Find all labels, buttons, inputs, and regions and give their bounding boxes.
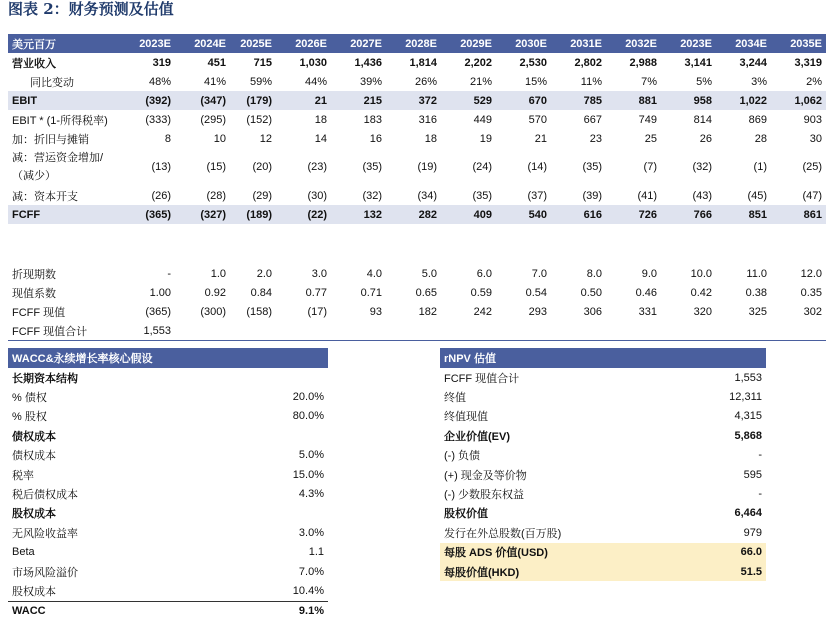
- table-cell: (32): [692, 161, 712, 173]
- table-row: [8, 148, 826, 186]
- header-cell: 2024E: [175, 34, 230, 53]
- table-row: [440, 465, 766, 484]
- table-row: [8, 562, 328, 581]
- table-cell: 1,030: [299, 56, 327, 69]
- table-cell: (179): [230, 91, 276, 110]
- table-row: [8, 53, 826, 72]
- row-label: % 债权: [12, 392, 47, 405]
- table-cell: (47): [802, 189, 822, 202]
- table-cell: (365): [145, 305, 171, 318]
- table-cell: 409: [441, 205, 496, 224]
- table-row: [440, 484, 766, 503]
- table-cell: 869: [748, 113, 767, 126]
- table-header-row: [8, 348, 328, 368]
- table-cell: 0.35: [800, 286, 822, 299]
- table-cell: (300): [200, 305, 226, 318]
- table-cell: 18: [314, 113, 327, 126]
- table-cell: 2,202: [464, 56, 492, 69]
- table-cell: 331: [638, 305, 657, 318]
- table-cell: 10.4%: [292, 584, 324, 597]
- header-cell: 2030E: [496, 34, 551, 53]
- table-cell: -: [167, 267, 171, 280]
- table-cell: (19): [417, 161, 437, 173]
- row-label: FCFF 现值: [12, 306, 66, 319]
- table-cell: (35): [582, 161, 602, 173]
- table-row: [8, 91, 826, 110]
- table-cell: 6.0: [476, 267, 492, 280]
- table-cell: (22): [276, 205, 331, 224]
- table-cell: 23: [589, 132, 602, 145]
- table-cell: 182: [418, 305, 437, 318]
- table-cell: 529: [441, 91, 496, 110]
- table-row: [8, 129, 826, 148]
- table-cell: 15.0%: [292, 468, 324, 481]
- table-cell: 4,315: [734, 410, 762, 423]
- table-cell: 1,436: [354, 56, 382, 69]
- table-cell: 5,868: [734, 429, 762, 442]
- row-label: 税后债权成本: [12, 489, 78, 502]
- spacer-row: [8, 224, 826, 244]
- row-label: Beta: [12, 546, 35, 559]
- table-row: [440, 446, 766, 465]
- table-cell: (392): [120, 91, 175, 110]
- table-cell: 14: [314, 132, 327, 145]
- table-cell: 1,062: [771, 91, 826, 110]
- header-cell: 2031E: [551, 34, 606, 53]
- wacc-assumptions-table: [8, 348, 328, 621]
- table-cell: (32): [362, 189, 382, 202]
- table-cell: (15): [206, 161, 226, 173]
- table-cell: (333): [145, 113, 171, 126]
- header-cell: 2035E: [771, 34, 826, 53]
- row-label: 每股价值(HKD): [440, 562, 676, 581]
- table-cell: (7): [643, 161, 657, 173]
- table-cell: 325: [748, 305, 767, 318]
- table-cell: (14): [527, 161, 547, 173]
- table-row: [8, 186, 826, 205]
- table-cell: 16: [369, 132, 382, 145]
- row-label: 企业价值(EV): [444, 430, 510, 443]
- table-row: [8, 426, 328, 445]
- table-row: [8, 504, 328, 523]
- table-cell: 1.0: [210, 267, 226, 280]
- table-row: [8, 484, 328, 503]
- table-cell: 51.5: [676, 562, 766, 581]
- table-cell: 66.0: [676, 543, 766, 562]
- table-cell: 39%: [359, 75, 382, 88]
- table-cell: 282: [386, 205, 441, 224]
- table-cell: (35): [362, 161, 382, 173]
- table-row: [440, 387, 766, 406]
- table-row: [440, 543, 766, 562]
- table-cell: 18: [424, 132, 437, 145]
- table-cell: 316: [418, 113, 437, 126]
- table-row: [440, 368, 766, 387]
- table-cell: (26): [151, 189, 171, 202]
- table-cell: 5%: [696, 75, 712, 88]
- table-cell: 1,553: [734, 371, 762, 384]
- table-cell: 0.77: [305, 286, 327, 299]
- table-row: [8, 601, 328, 621]
- table-cell: 0.71: [360, 286, 382, 299]
- row-label: 每股 ADS 价值(USD): [440, 543, 676, 562]
- table-cell: (37): [527, 189, 547, 202]
- table-cell: 48%: [148, 75, 171, 88]
- table-row: [8, 110, 826, 129]
- table-cell: (20): [252, 161, 272, 173]
- table-cell: 715: [253, 56, 272, 69]
- table-cell: 0.84: [250, 286, 272, 299]
- table-cell: 19: [479, 132, 492, 145]
- table-cell: 6,464: [734, 507, 762, 520]
- table-cell: 20.0%: [292, 391, 324, 404]
- table-cell: 0.65: [415, 286, 437, 299]
- row-label: 发行在外总股数(百万股): [444, 527, 562, 540]
- table-cell: 570: [528, 113, 547, 126]
- table-cell: 9.0: [641, 267, 657, 280]
- header-cell: 2029E: [441, 34, 496, 53]
- table-header-row: [440, 348, 766, 368]
- table-cell: 15%: [524, 75, 547, 88]
- row-label: 股权成本: [12, 508, 56, 521]
- row-label: 股权价值: [444, 508, 488, 521]
- table-cell: 12,311: [729, 391, 762, 404]
- table-cell: 851: [716, 205, 771, 224]
- table-cell: 861: [771, 205, 826, 224]
- table-cell: -: [758, 449, 762, 462]
- figure-title: 图表 2：财务预测及估值: [8, 0, 174, 18]
- table-cell: 10.0: [690, 267, 712, 280]
- row-label: 折现期数: [12, 268, 56, 281]
- table-cell: (295): [200, 113, 226, 126]
- table-row: [8, 523, 328, 542]
- table-cell: 2.0: [256, 267, 272, 280]
- table-row: [440, 504, 766, 523]
- table-cell: (45): [747, 189, 767, 202]
- table-cell: 540: [496, 205, 551, 224]
- table-cell: 1.00: [149, 286, 171, 299]
- table-cell: 8: [164, 132, 171, 145]
- table-cell: 4.3%: [298, 488, 324, 501]
- table-row: [8, 72, 826, 91]
- table-cell: [238, 504, 328, 523]
- row-label: % 股权: [12, 411, 47, 424]
- row-label: 无风险收益率: [12, 527, 78, 540]
- table-cell: (365): [120, 205, 175, 224]
- table-cell: 667: [583, 113, 602, 126]
- row-label: 现值系数: [12, 287, 56, 300]
- table-cell: (29): [252, 189, 272, 202]
- row-label: 同比变动: [30, 76, 74, 89]
- table-cell: 4.0: [366, 267, 382, 280]
- financial-forecast-table: [8, 34, 826, 341]
- table-cell: 785: [551, 91, 606, 110]
- header-cell: 2023E: [661, 34, 716, 53]
- spacer-row: [8, 244, 826, 264]
- table-cell: 9.1%: [238, 601, 328, 621]
- row-label: 减：资本开支: [12, 190, 78, 203]
- table-cell: 3,244: [739, 56, 767, 69]
- table-cell: 7.0%: [298, 565, 324, 578]
- row-label: FCFF: [8, 205, 120, 224]
- table-cell: -: [758, 488, 762, 501]
- table-cell: 21%: [469, 75, 492, 88]
- table-cell: (189): [230, 205, 276, 224]
- table-row: [440, 426, 766, 445]
- table-cell: (23): [307, 161, 327, 173]
- table-cell: (152): [246, 113, 272, 126]
- table-cell: 1,553: [120, 321, 175, 341]
- table-cell: 2,530: [519, 56, 547, 69]
- table-cell: 302: [803, 305, 822, 318]
- table-cell: 25: [644, 132, 657, 145]
- table-cell: 903: [803, 113, 822, 126]
- table-cell: 670: [496, 91, 551, 110]
- table-row: [8, 387, 328, 406]
- table-cell: 0.92: [204, 286, 226, 299]
- table-row: [8, 446, 328, 465]
- table-cell: [238, 368, 328, 387]
- table-cell: 2%: [806, 75, 822, 88]
- table-cell: [238, 426, 328, 445]
- table-cell: (34): [417, 189, 437, 202]
- table-cell: (327): [175, 205, 230, 224]
- rnpv-valuation-table: [440, 348, 766, 581]
- table-cell: 293: [528, 305, 547, 318]
- row-label: (-) 负债: [444, 450, 481, 463]
- row-label: WACC: [8, 601, 238, 621]
- table-row: [8, 205, 826, 224]
- table-row: [440, 523, 766, 542]
- table-cell: (30): [307, 189, 327, 202]
- header-cell: 2027E: [331, 34, 386, 53]
- table-cell: 215: [331, 91, 386, 110]
- row-label: EBIT * (1-所得税率): [12, 114, 108, 127]
- table-cell: 616: [551, 205, 606, 224]
- table-cell: 449: [473, 113, 492, 126]
- row-label: 税率: [12, 469, 34, 482]
- row-label: (+) 现金及等价物: [444, 469, 527, 482]
- header-cell: 美元百万: [8, 34, 120, 53]
- row-label: 终值: [444, 392, 466, 405]
- table-cell: 0.50: [580, 286, 602, 299]
- table-cell: 183: [363, 113, 382, 126]
- table-cell: 132: [331, 205, 386, 224]
- table-cell: 749: [638, 113, 657, 126]
- table-cell: 0.54: [525, 286, 547, 299]
- table-cell: 320: [693, 305, 712, 318]
- table-cell: 2,988: [629, 56, 657, 69]
- table-header-row: [8, 34, 826, 53]
- table-cell: 958: [661, 91, 716, 110]
- table-cell: 0.46: [635, 286, 657, 299]
- table-row: [8, 543, 328, 562]
- table-cell: 3,319: [794, 56, 822, 69]
- header-cell: 2034E: [716, 34, 771, 53]
- table-cell: 0.42: [690, 286, 712, 299]
- table-cell: 1.1: [308, 546, 324, 559]
- table-cell: (158): [246, 305, 272, 318]
- table-cell: 242: [473, 305, 492, 318]
- table-cell: 44%: [304, 75, 327, 88]
- table-row: [440, 407, 766, 426]
- table-cell: 5.0%: [298, 449, 324, 462]
- table-row: [8, 407, 328, 426]
- table-cell: 0.59: [470, 286, 492, 299]
- table-cell: 10: [213, 132, 226, 145]
- table-cell: 881: [606, 91, 661, 110]
- table-cell: (39): [582, 189, 602, 202]
- table-cell: 12.0: [800, 267, 822, 280]
- table-cell: 80.0%: [292, 410, 324, 423]
- table-cell: 319: [152, 56, 171, 69]
- table-cell: (35): [472, 189, 492, 202]
- header-cell: 2026E: [276, 34, 331, 53]
- row-label: 营业收入: [12, 57, 56, 70]
- table-row: [8, 465, 328, 484]
- table-cell: 1,022: [716, 91, 771, 110]
- table-row: [8, 581, 328, 601]
- table-cell: 11%: [580, 75, 602, 88]
- table-cell: 1,814: [409, 56, 437, 69]
- table-cell: (25): [802, 161, 822, 173]
- row-label: EBIT: [8, 91, 120, 110]
- row-label: 市场风险溢价: [12, 566, 78, 579]
- table-cell: 372: [386, 91, 441, 110]
- table-cell: 979: [743, 526, 762, 539]
- table-cell: (24): [472, 161, 492, 173]
- table-cell: 30: [809, 132, 822, 145]
- row-label: 债权成本: [12, 430, 56, 443]
- table-row: [8, 302, 826, 321]
- row-label: 债权成本: [12, 450, 56, 463]
- table-cell: 5.0: [421, 267, 437, 280]
- table-cell: 7.0: [531, 267, 547, 280]
- row-label: 终值现值: [444, 411, 488, 424]
- table-cell: (41): [637, 189, 657, 202]
- table-cell: (1): [753, 161, 767, 173]
- header-cell: 2025E: [230, 34, 276, 53]
- row-label: (-) 少数股东权益: [444, 489, 525, 502]
- rnpv-table-title: rNPV 估值: [440, 348, 766, 368]
- table-cell: (17): [307, 305, 327, 318]
- table-cell: 7%: [641, 75, 657, 88]
- table-cell: 41%: [203, 75, 226, 88]
- table-cell: 3,141: [684, 56, 712, 69]
- table-cell: 451: [207, 56, 226, 69]
- table-row: [8, 321, 826, 341]
- table-cell: 12: [259, 132, 272, 145]
- table-cell: 3.0: [311, 267, 327, 280]
- table-cell: 0.38: [745, 286, 767, 299]
- table-cell: 93: [369, 305, 382, 318]
- header-cell: 2028E: [386, 34, 441, 53]
- row-label: 减：营运资金增加/（减少）: [12, 152, 104, 182]
- table-cell: 2,802: [574, 56, 602, 69]
- header-cell: 2032E: [606, 34, 661, 53]
- table-cell: 814: [693, 113, 712, 126]
- row-label: 股权成本: [12, 585, 56, 598]
- table-cell: 21: [534, 132, 547, 145]
- table-row: [8, 283, 826, 302]
- row-label: FCFF 现值合计: [8, 321, 120, 341]
- table-cell: 766: [661, 205, 716, 224]
- table-cell: 21: [276, 91, 331, 110]
- table-row: [8, 264, 826, 283]
- table-cell: 26: [699, 132, 712, 145]
- table-cell: 11.0: [746, 267, 767, 280]
- table-cell: 26%: [414, 75, 437, 88]
- table-cell: 726: [606, 205, 661, 224]
- table-cell: (13): [151, 161, 171, 173]
- table-cell: (347): [175, 91, 230, 110]
- table-cell: 3%: [751, 75, 767, 88]
- wacc-table-title: WACC&永续增长率核心假设: [8, 348, 328, 368]
- table-cell: 595: [743, 468, 762, 481]
- table-cell: 28: [754, 132, 767, 145]
- row-label: 加：折旧与摊销: [12, 133, 89, 146]
- table-cell: 3.0%: [298, 526, 324, 539]
- table-cell: 306: [583, 305, 602, 318]
- table-cell: (43): [692, 189, 712, 202]
- header-cell: 2023E: [120, 34, 175, 53]
- table-row: [8, 368, 328, 387]
- row-label: FCFF 现值合计: [444, 372, 520, 385]
- table-cell: 59%: [249, 75, 272, 88]
- table-row: [440, 562, 766, 581]
- table-cell: 8.0: [586, 267, 602, 280]
- row-label: 长期资本结构: [12, 372, 78, 385]
- table-cell: (28): [206, 189, 226, 202]
